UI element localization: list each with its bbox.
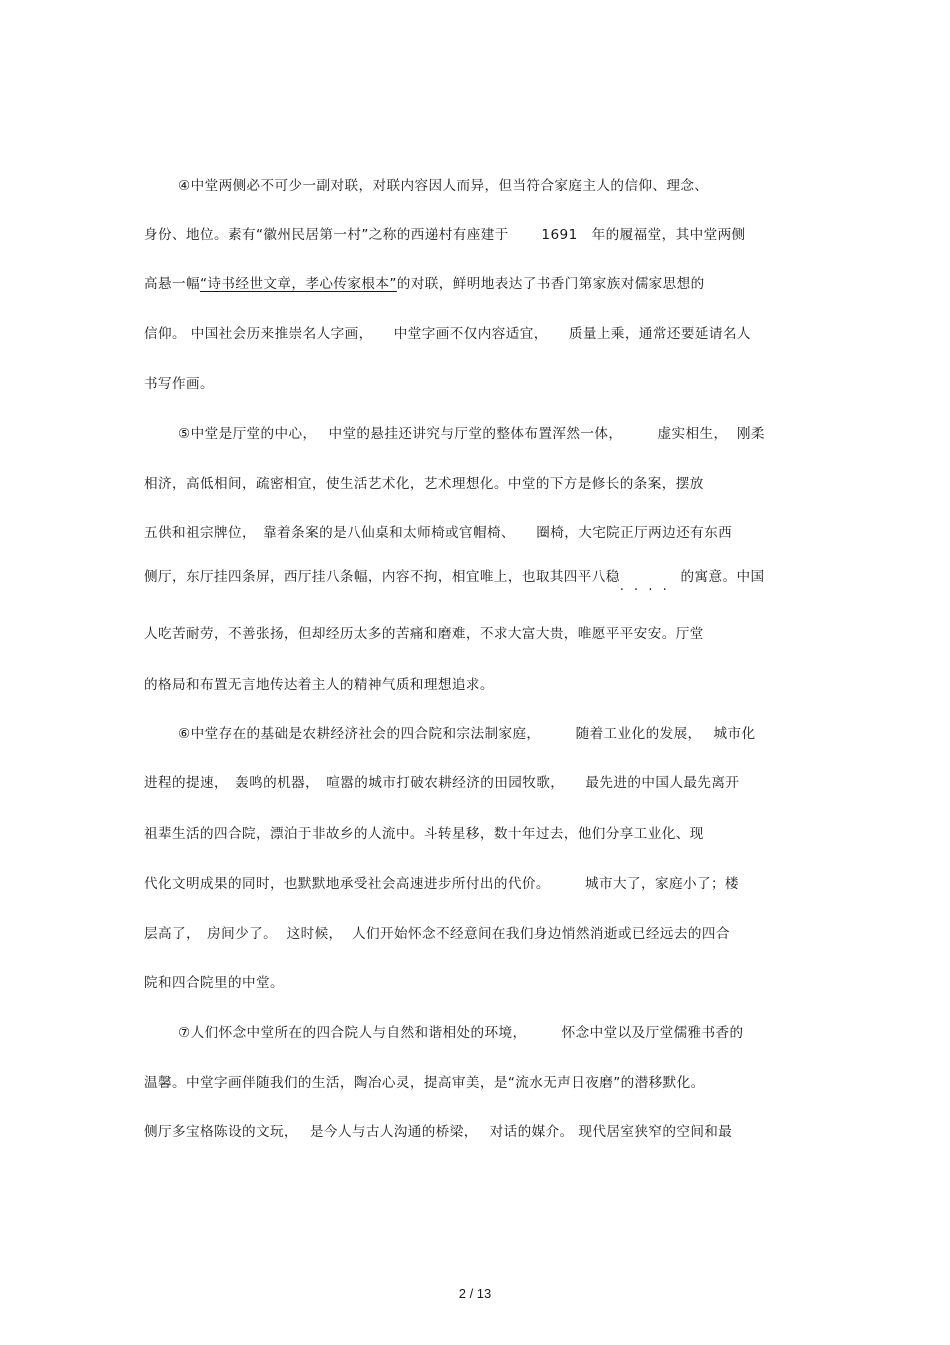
text-segment: 高悬一幅: [144, 276, 200, 292]
emphasis-dots: 的寓意。中国 . . . .: [620, 567, 765, 587]
paragraph-6-line-3: 祖辈生活的四合院，漂泊于非故乡的人流中。斗转星移，数十年过去，他们分享工业化、现: [144, 826, 704, 842]
paragraph-5-line-1: ⑤中堂是厅堂的中心， 中堂的悬挂还讲究与厅堂的整体布置浑然一体， 虚实相生， 刚柔: [178, 426, 765, 442]
paragraph-5-line-6: 的格局和布置无言地传达着主人的精神气质和理想追求。: [144, 677, 494, 693]
paragraph-7-line-1: ⑦人们怀念中堂所在的四合院人与自然和谐相处的环境， 怀念中堂以及厅堂儒雅书香的: [178, 1025, 744, 1041]
paragraph-4-line-1: ④中堂两侧必不可少一副对联，对联内容因人而异，但当符合家庭主人的信仰、理念、: [178, 178, 709, 194]
paragraph-7-line-3: 侧厅多宝格陈设的文玩， 是今人与古人沟通的桥梁， 对话的媒介。 现代居室狭窄的空间和最: [144, 1124, 733, 1140]
paragraph-4-line-2: 身份、地位。素有“徽州民居第一村”之称的西递村有座建于 1691 年的履福堂，其中堂两侧: [144, 227, 746, 243]
paragraph-6-line-5: 层高了， 房间少了。 这时候， 人们开始怀念不经意间在我们身边悄然消逝或已经远去的四合: [144, 926, 730, 942]
paragraph-4-line-4: 信仰。 中国社会历来推崇名人字画， 中堂字画不仅内容适宜， 质量上乘，通常还要延请名人: [144, 326, 751, 342]
paragraph-6-line-6: 院和四合院里的中堂。: [144, 975, 284, 991]
paragraph-7-line-2: 温馨。中堂字画伴随我们的生活，陶冶心灵，提高审美，是“流水无声日夜磨”的潜移默化。: [144, 1075, 705, 1091]
paragraph-6-line-1: ⑥中堂存在的基础是农耕经济社会的四合院和宗法制家庭， 随着工业化的发展， 城市化: [178, 726, 756, 742]
text-segment: 侧厅，东厅挂四条屏，西厅挂八条幅，内容不拘，相宜唯上，也取其四平八稳: [144, 569, 620, 585]
text-segment: 的对联，鲜明地表达了书香门第家族对儒家思想的: [396, 276, 705, 292]
paragraph-6-line-2: 进程的提速， 轰鸣的机器， 喧嚣的城市打破农耕经济的田园牧歌， 最先进的中国人最先离开: [144, 775, 740, 791]
paragraph-4-line-3: [144, 274, 705, 294]
paragraph-5-line-2: 相济，高低相间，疏密相宜，使生活艺术化，艺术理想化。中堂的下方是修长的条案，摆放: [144, 476, 704, 492]
paragraph-5-line-5: 人吃苦耐劳，不善张扬，但却经历太多的苦痛和磨难，不求大富大贵，唯愿平平安安。厅堂: [144, 626, 704, 642]
paragraph-5-line-4: [144, 567, 764, 587]
paragraph-4-line-5: 书写作画。: [144, 376, 214, 392]
underlined-couplet: “诗书经世文章，孝心传家根本”: [199, 276, 397, 292]
page-number: 2 / 13: [458, 1286, 492, 1301]
paragraph-6-line-4: 代化文明成果的同时，也默默地承受社会高速进步所付出的代价。 城市大了，家庭小了；楼: [144, 876, 739, 892]
paragraph-5-line-3: 五供和祖宗牌位， 靠着条案的是八仙桌和太师椅或官帽椅、 圈椅，大宅院正厅两边还有东西: [144, 525, 733, 541]
